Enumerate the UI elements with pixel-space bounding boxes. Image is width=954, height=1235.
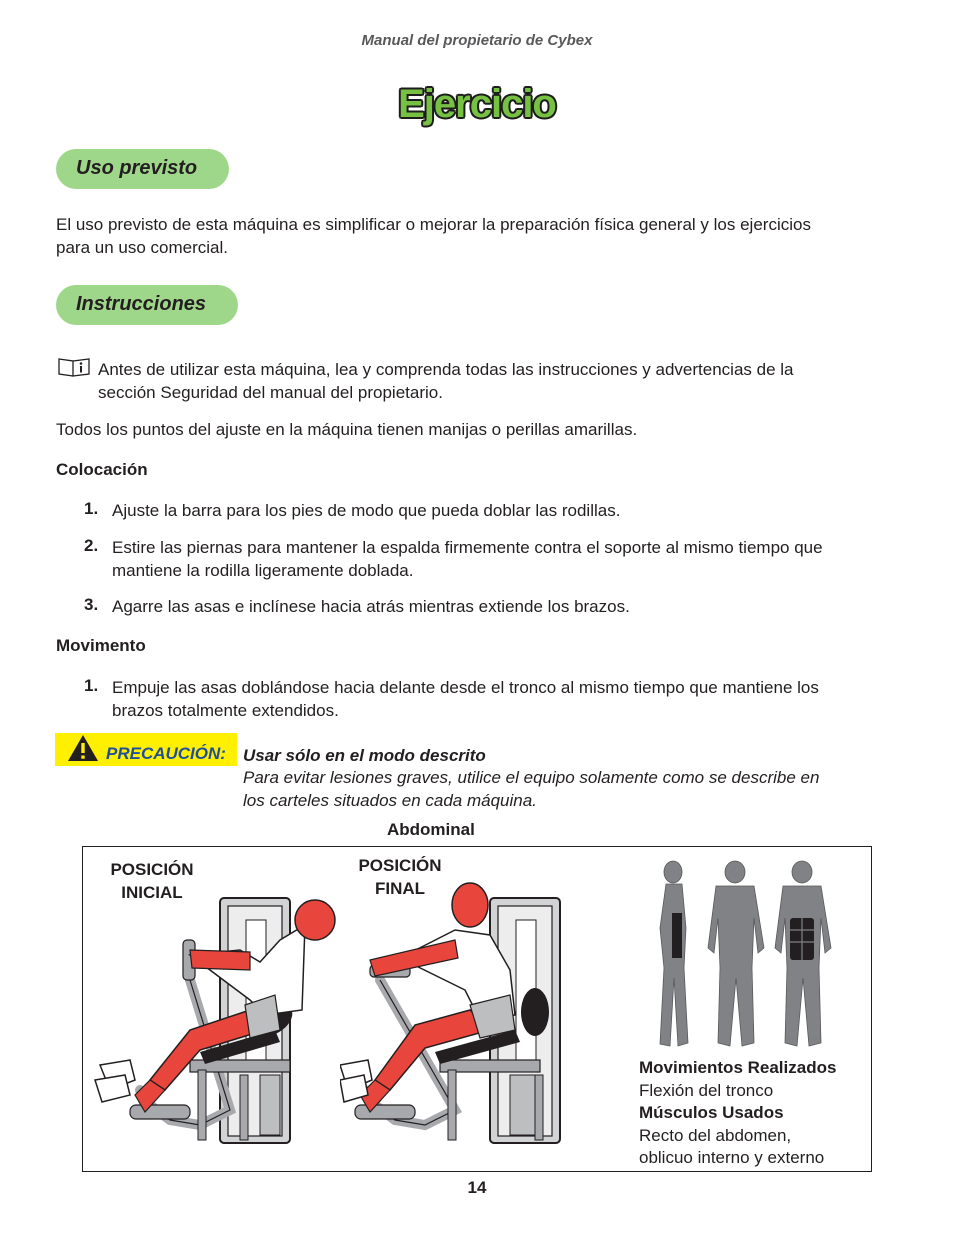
section-heading-uso: Uso previsto	[56, 149, 229, 189]
page-number: 14	[467, 1178, 487, 1197]
muscle-anatomy-illustration	[650, 858, 840, 1050]
uso-text-line2: para un uso comercial.	[56, 238, 228, 257]
info-book-icon	[57, 356, 91, 378]
colocacion-step-2-num: 2.	[84, 536, 99, 555]
muscles-line2: oblicuo interno y externo	[639, 1148, 825, 1167]
start-position-illustration	[90, 880, 340, 1165]
figure-caption: Abdominal	[387, 820, 475, 839]
end-label-line1: POSICIÓN	[358, 856, 442, 875]
colocacion-step-3-text: Agarre las asas e inclínese hacia atrás mientras extiende los brazos.	[112, 597, 630, 616]
movimiento-step-1-line1: Empuje las asas doblándose hacia delante desde el tronco al mismo tiempo que mantiene los	[112, 678, 819, 697]
movimiento-step-1-line2: brazos totalmente extendidos.	[112, 701, 339, 720]
caution-label: PRECAUCIÓN:	[106, 744, 226, 763]
movimiento-step-1-num: 1.	[84, 676, 99, 695]
start-label-line1: POSICIÓN	[110, 860, 194, 879]
end-position-illustration	[340, 880, 570, 1165]
info-line1: Antes de utilizar esta máquina, lea y comprenda todas las instrucciones y advertencias de la	[98, 360, 794, 379]
end-label-line2: FINAL	[374, 879, 426, 898]
caution-line1: Para evitar lesiones graves, utilice el equipo solamente como se describe en	[243, 768, 820, 787]
muscles-heading: Músculos Usados	[639, 1103, 784, 1122]
colocacion-step-1-num: 1.	[84, 499, 99, 518]
caution-line2: los carteles situados en cada máquina.	[243, 791, 537, 810]
colocacion-heading: Colocación	[56, 460, 148, 479]
colocacion-step-1-text: Ajuste la barra para los pies de modo que pueda doblar las rodillas.	[112, 501, 621, 520]
colocacion-step-2-line1: Estire las piernas para mantener la espalda firmemente contra el soporte al mismo tiempo que	[112, 538, 823, 557]
page-header: Manual del propietario de Cybex	[361, 32, 593, 49]
uso-text-line1: El uso previsto de esta máquina es simplificar o mejorar la preparación física general y los ejercicios	[56, 215, 811, 234]
adjust-note: Todos los puntos del ajuste en la máquina tienen manijas o perillas amarillas.	[56, 420, 638, 439]
movimiento-heading: Movimento	[56, 636, 146, 655]
movements-text: Flexión del tronco	[639, 1081, 774, 1100]
info-line2: sección Seguridad del manual del propietario.	[98, 383, 443, 402]
colocacion-step-3-num: 3.	[84, 595, 99, 614]
start-label-line2: INICIAL	[121, 883, 183, 902]
section-heading-instrucciones: Instrucciones	[56, 285, 238, 325]
muscles-line1: Recto del abdomen,	[639, 1126, 792, 1145]
movements-heading: Movimientos Realizados	[639, 1058, 837, 1077]
warning-triangle-icon	[66, 733, 100, 763]
page-title: Ejercicio	[398, 82, 556, 126]
caution-title: Usar sólo en el modo descrito	[243, 746, 486, 765]
colocacion-step-2-line2: mantiene la rodilla ligeramente doblada.	[112, 561, 414, 580]
